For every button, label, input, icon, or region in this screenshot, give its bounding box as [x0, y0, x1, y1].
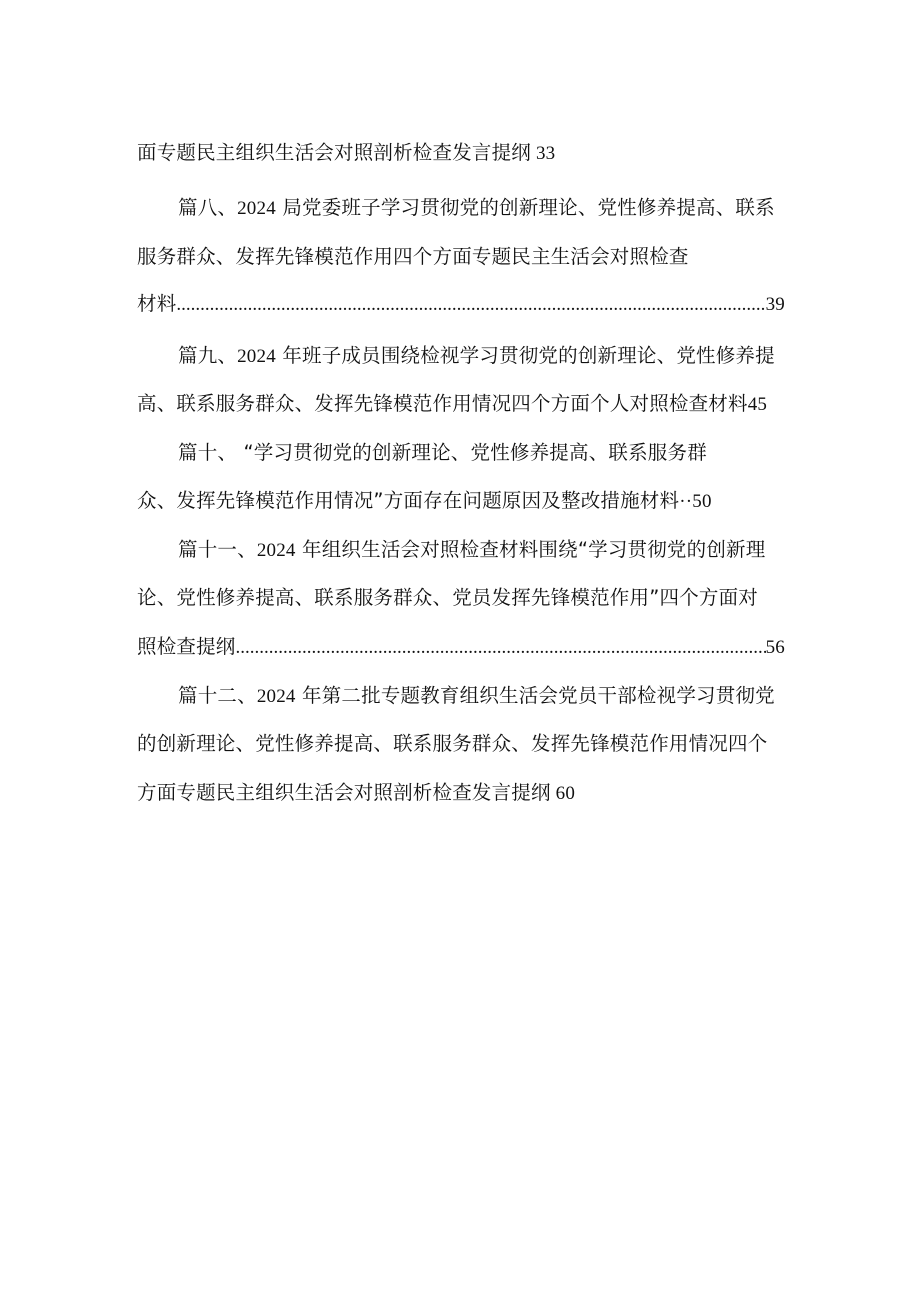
toc-entry-text: 篇十、 “学习贯彻党的创新理论、党性修养提高、联系服务群: [178, 441, 707, 464]
toc-entry-label: 篇八、: [178, 196, 238, 219]
toc-entry-text: 局党委班子学习贯彻党的创新理论、党性修养提高、联系: [275, 196, 775, 219]
toc-entry-text: 高、联系服务群众、发挥先锋模范作用情况四个方面个人对照检查材料: [137, 392, 748, 415]
toc-entry-year: 2024: [237, 198, 276, 219]
toc-entry-year: 2024: [237, 346, 276, 367]
toc-entry-continuation[interactable]: [137, 136, 785, 170]
toc-page-number: 60: [550, 783, 576, 804]
toc-entry-label: 篇十一、: [178, 538, 257, 561]
toc-page-number: 39: [765, 294, 785, 315]
toc-entry-12-line-3[interactable]: [137, 776, 785, 810]
toc-entry-text: 方面专题民主组织生活会对照剖析检查发言提纲: [137, 781, 551, 804]
toc-entry-11-line-3[interactable]: [137, 630, 785, 664]
toc-entry-text: 众、发挥先锋模范作用情况”方面存在问题原因及整改措施材料: [137, 489, 680, 512]
toc-entry-11-line-1[interactable]: [178, 533, 785, 567]
toc-entry-8-line-3[interactable]: [137, 287, 785, 321]
toc-entry-label: 篇十二、: [178, 684, 257, 707]
toc-entry-8-line-1[interactable]: [178, 191, 785, 225]
toc-entry-9-line-1[interactable]: [178, 339, 785, 373]
toc-entry-10-line-1[interactable]: [178, 436, 785, 470]
toc-page-number: 45: [747, 394, 768, 415]
toc-entry-12-line-1[interactable]: [178, 679, 785, 713]
toc-entry-text: 年第二批专题教育组织生活会党员干部检视学习贯彻党: [295, 684, 775, 707]
toc-entry-text: 材料: [137, 292, 177, 315]
dot-leader: ··: [679, 491, 693, 512]
toc-entry-year: 2024: [256, 686, 296, 707]
dot-leader: [176, 288, 765, 322]
toc-entry-9-line-2[interactable]: [137, 387, 785, 421]
toc-entry-year: 2024: [256, 540, 296, 561]
toc-page-number: 56: [765, 637, 785, 658]
dot-leader: [236, 631, 766, 665]
toc-entry-text: 的创新理论、党性修养提高、联系服务群众、发挥先锋模范作用情况四个: [137, 732, 768, 755]
toc-entry-10-line-2[interactable]: [137, 484, 785, 518]
toc-entry-label: 篇九、: [178, 344, 238, 367]
toc-entry-text: 年组织生活会对照检查材料围绕“学习贯彻党的创新理: [295, 538, 766, 561]
toc-entry-11-line-2[interactable]: [137, 581, 785, 615]
toc-entry-text: 照检查提纲: [137, 635, 236, 658]
toc-entry-text: 面专题民主组织生活会对照剖析检查发言提纲: [137, 141, 532, 164]
toc-page-number: 50: [692, 491, 712, 512]
toc-entry-8-line-2[interactable]: [137, 240, 785, 274]
toc-entry-12-line-2[interactable]: [137, 727, 785, 761]
toc-entry-text: 年班子成员围绕检视学习贯彻党的创新理论、党性修养提: [275, 344, 775, 367]
toc-entry-text: 服务群众、发挥先锋模范作用四个方面专题民主生活会对照检查: [137, 245, 689, 268]
toc-page-number: 33: [531, 143, 556, 164]
toc-entry-text: 论、党性修养提高、联系服务群众、党员发挥先锋模范作用”四个方面对: [137, 586, 759, 609]
